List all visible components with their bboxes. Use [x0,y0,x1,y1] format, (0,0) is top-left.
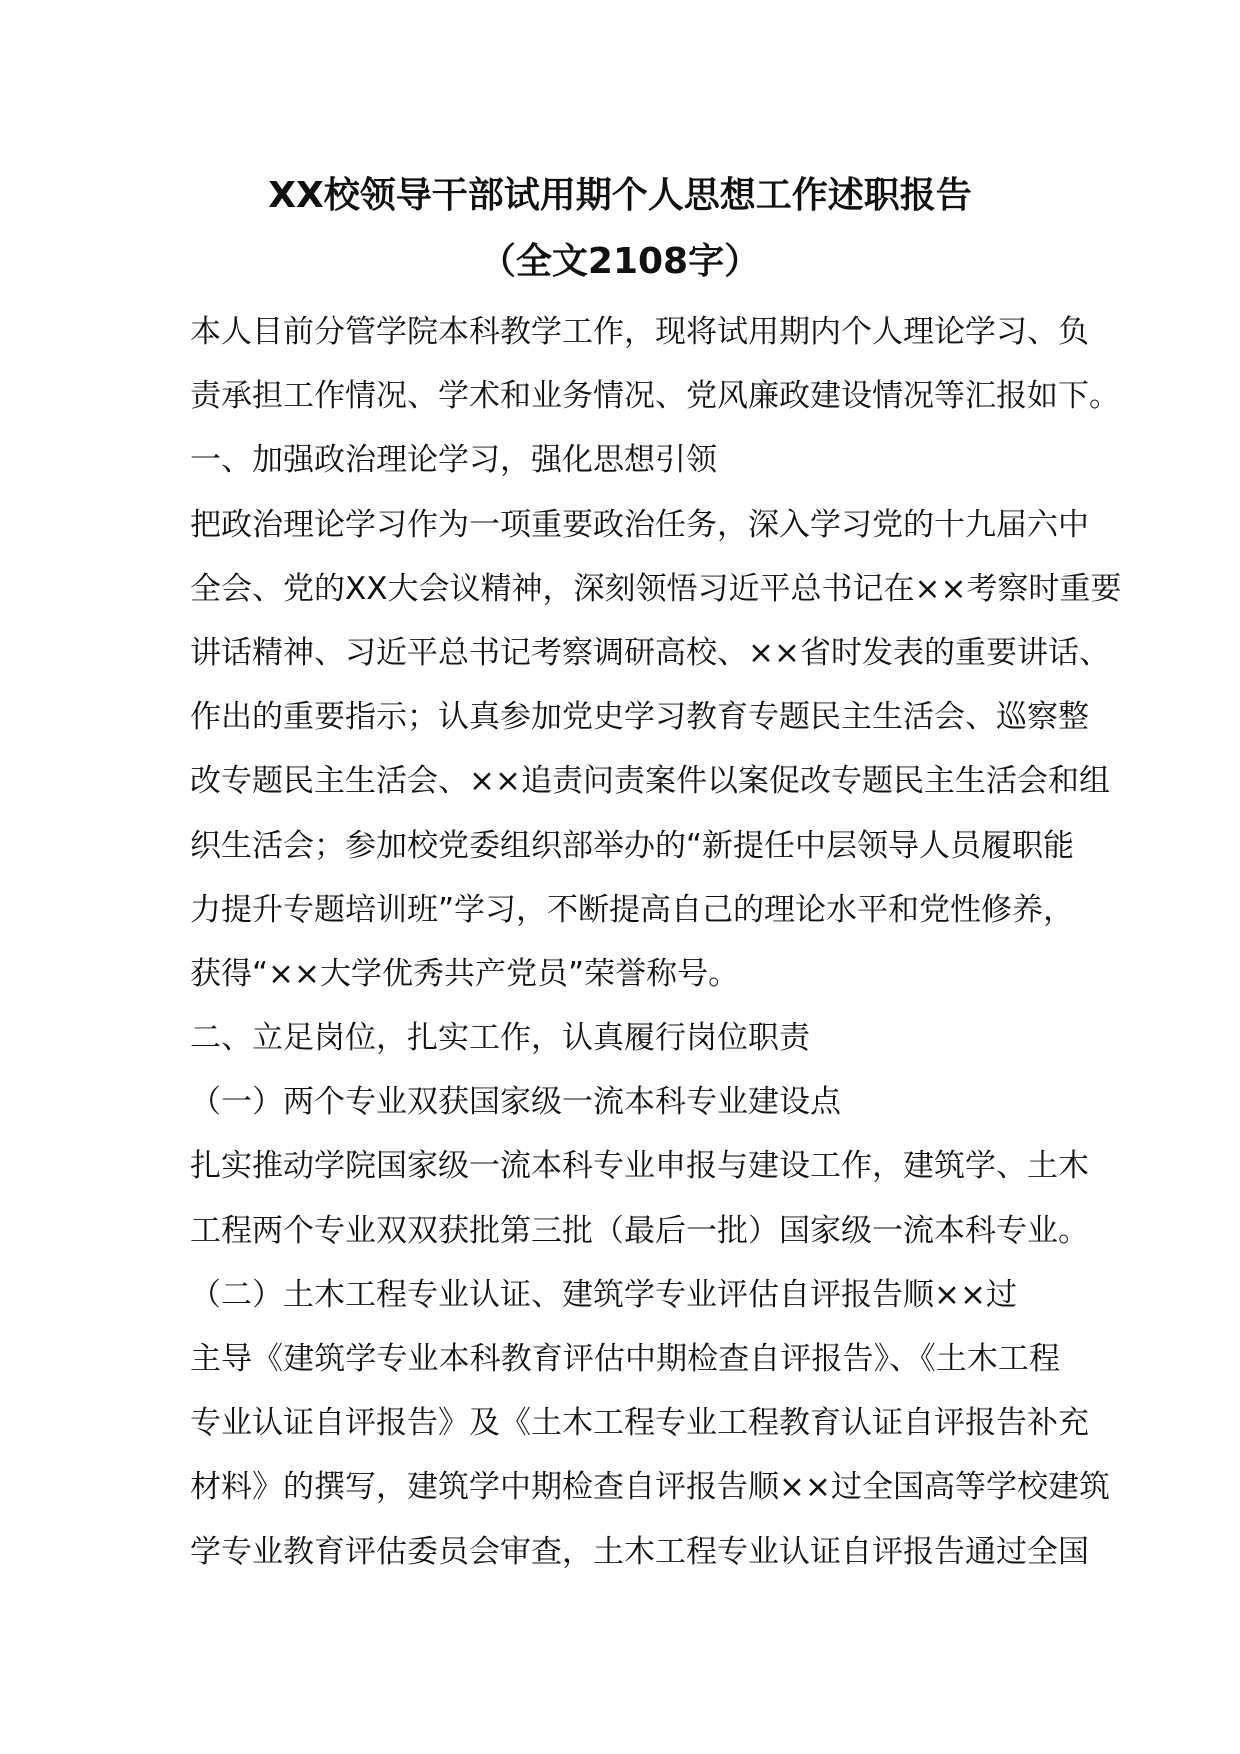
text-line: 作出的重要指示；认真参加党史学习教育专题民主生活会、巡察整 [190,699,1089,736]
text-line: 扎实推动学院国家级一流本科专业申报与建设工作，建筑学、土木 [190,1148,1089,1185]
text-line: 材料》的撰写，建筑学中期检查自评报告顺××过全国高等学校建筑 [190,1469,1110,1506]
text-line: （一）两个专业双获国家级一流本科专业建设点 [190,1084,841,1121]
text-line: 讲话精神、习近平总书记考察调研高校、××省时发表的重要讲话、 [190,634,1110,671]
document-title: XX校领导干部试用期个人思想工作述职报告 [268,175,972,216]
text-line: 学专业教育评估委员会审查，土木工程专业认证自评报告通过全国 [190,1533,1089,1570]
text-line: 获得“××大学优秀共产党员”荣誉称号。 [190,955,740,992]
text-line: 力提升专题培训班”学习，不断提高自己的理论水平和党性修养， [190,891,1075,928]
text-line: 责承担工作情况、学术和业务情况、党风廉政建设情况等汇报如下。 [190,378,1120,415]
text-line: 本人目前分管学院本科教学工作，现将试用期内个人理论学习、负 [190,314,1089,350]
text-line: 二、立足岗位，扎实工作，认真履行岗位职责 [190,1020,810,1057]
text-line: 一、加强政治理论学习，强化思想引领 [190,442,717,479]
text-line: 专业认证自评报告》及《土木工程专业工程教育认证自评报告补充 [190,1405,1089,1442]
text-line: 改专题民主生活会、××追责问责案件以案促改专题民主生活会和组 [190,763,1110,800]
document-body [190,300,1122,1584]
text-line: 把政治理论学习作为一项重要政治任务，深入学习党的十九届六中 [190,506,1089,543]
text-line: 全会、党的XX大会议精神，深刻领悟习近平总书记在××考察时重要 [190,570,1122,607]
document-subtitle: （全文2108字） [479,241,761,282]
text-line: 主导《建筑学专业本科教育评估中期检查自评报告》、《土木工程 [190,1341,1060,1377]
text-line: （二）土木工程专业认证、建筑学专业评估自评报告顺××过 [190,1276,1017,1313]
text-line: 工程两个专业双双获批第三批（最后一批）国家级一流本科专业。 [190,1212,1089,1249]
text-line: 织生活会；参加校党委组织部举办的“新提任中层领导人员履职能 [190,827,1075,864]
